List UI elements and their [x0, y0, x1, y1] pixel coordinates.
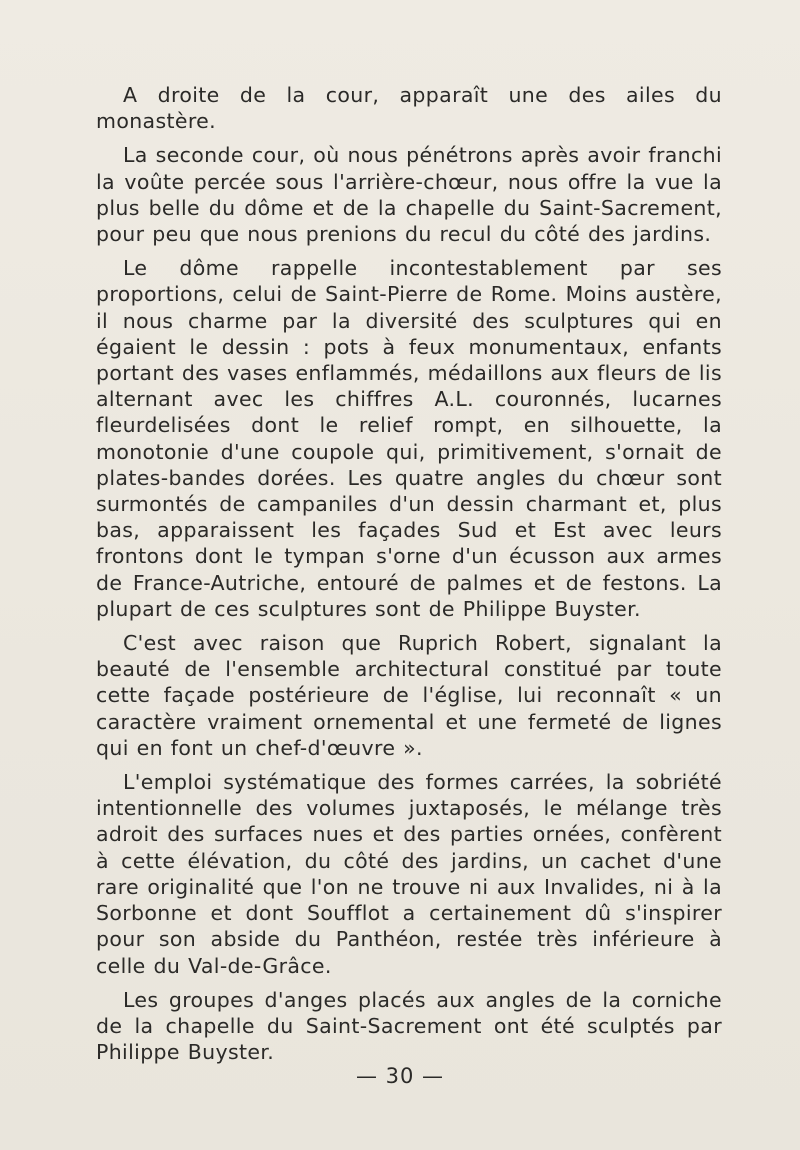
paragraph-second-courtyard: La seconde cour, où nous pénétrons après avoir franchi la voûte percée sous l'arrière-chœur, nous offre la vue la plus belle du dôme et de la chapelle du Saint-Sacrement, pour peu que nous prenions du recul du côté des jardins. — [96, 143, 722, 247]
paragraph-ruprich-robert: C'est avec raison que Ruprich Robert, signalant la beauté de l'ensemble architectural constitué par toute cette façade postérieure de l'église, lui reconnaît « un caractère vraiment ornemental et une fermeté de lignes qui en font un chef-d'œuvre ». — [96, 631, 722, 760]
paragraph-angel-groups: Les groupes d'anges placés aux angles de la corniche de la chapelle du Saint-Sacrement ont été sculptés par Philippe Buyster. — [96, 987, 722, 1065]
body-text — [96, 82, 722, 1073]
paragraph-monastery-wing: A droite de la cour, apparaît une des ailes du monastère. — [96, 83, 722, 134]
paragraph-square-forms: L'emploi systématique des formes carrées, la sobriété intentionnelle des volumes juxtaposés, le mélange très adroit des surfaces nues et des parties ornées, confèrent à cette élévation, du côté des jardins, un cachet d'une rare originalité que l'on ne trouve ni aux Invalides, ni à la Sorbonne et dont Soufflot a certainement dû s'inspirer pour son abside du Panthéon, restée très inférieure à celle du Val-de-Grâce. — [96, 770, 722, 978]
paragraph-dome: Le dôme rappelle incontestablement par ses proportions, celui de Saint-Pierre de Rome. Moins austère, il nous charme par la diversité des sculptures qui en égaient le dessin : pots à feux monumentaux, enfants portant des vases enflammés, médaillons aux fleurs de lis alternant avec les chiffres A.L. couronnés, lucarnes fleurdelisées dont le relief rompt, en silhouette, la monotonie d'une coupole qui, primitivement, s'ornait de plates-bandes dorées. Les quatre angles du chœur sont surmontés de campaniles d'un dessin charmant et, plus bas, apparaissent les façades Sud et Est avec leurs frontons dont le tympan s'orne d'un écusson aux armes de France-Autriche, entouré de palmes et de festons. La plupart de ces sculptures sont de Philippe Buyster. — [96, 256, 722, 621]
page-number: — 30 — — [355, 1064, 445, 1088]
